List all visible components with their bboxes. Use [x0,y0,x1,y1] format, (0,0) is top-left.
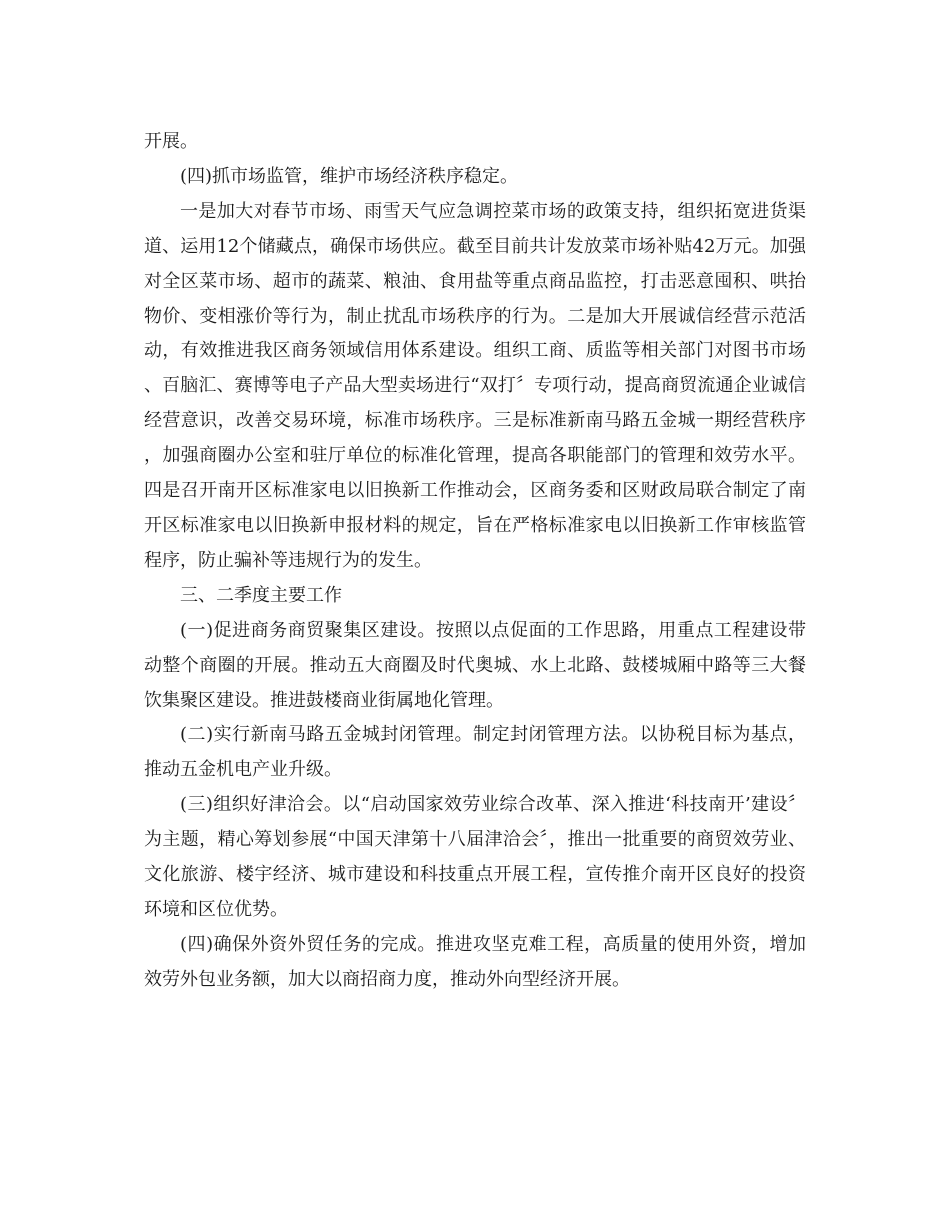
paragraph-item-1: (一)促进商务商贸聚集区建设。按照以点促面的工作思路，用重点工程建设带动整个商圈的开展。推动五大商圈及时代奥城、水上北路、鼓楼城厢中路等三大餐饮集聚区建设。推进鼓楼商业街属地化管理。 [144,619,806,711]
paragraph-item-2: (二)实行新南马路五金城封闭管理。制定封闭管理方法。以协税目标为基点，推动五金机电产业升级。 [144,724,806,781]
paragraph-continuation: 开展。 [144,131,198,152]
paragraph-item-4: (四)确保外资外贸任务的完成。推进攻坚克难工程，高质量的使用外资，增加效劳外包业务额，加大以商招商力度，推动外向型经济开展。 [144,933,806,990]
paragraph-market-measures: 一是加大对春节市场、雨雪天气应急调控菜市场的政策支持，组织拓宽进货渠道、运用12个储藏点，确保市场供应。截至目前共计发放菜市场补贴42万元。加强对全区菜市场、超市的蔬菜、粮油、食用盐等重点商品监控，打击恶意囤积、哄抬物价、变相涨价等行为，制止扰乱市场秩序的行为。二是加大开展诚信经营示范活动，有效推进我区商务领域信用体系建设。组织工商、质监等相关部门对图书市场、百脑汇、赛博等电子产品大型卖场进行“双打〞专项行动，提高商贸流通企业诚信经营意识，改善交易环境，标准市场秩序。三是标准新南马路五金城一期经营秩序，加强商圈办公室和驻厅单位的标准化管理，提高各职能部门的管理和效劳水平。四是召开南开区标准家电以旧换新工作推动会，区商务委和区财政局联合制定了南开区标准家电以旧换新申报材料的规定，旨在严格标准家电以旧换新工作审核监管程序，防止骗补等违规行为的发生。 [144,200,806,571]
document-body [144,125,806,998]
section-heading-market-supervision: (四)抓市场监管，维护市场经济秩序稳定。 [180,165,519,187]
paragraph-item-3: (三)组织好津洽会。以“启动国家效劳业综合改革、深入推进‘科技南开’建设〞为主题，精心筹划参展“中国天津第十八届津洽会〞，推出一批重要的商贸效劳业、文化旅游、楼宇经济、城市建设和科技重点开展工程，宣传推介南开区良好的投资环境和区位优势。 [144,794,806,920]
section-heading-q2-work: 三、二季度主要工作 [180,584,342,606]
